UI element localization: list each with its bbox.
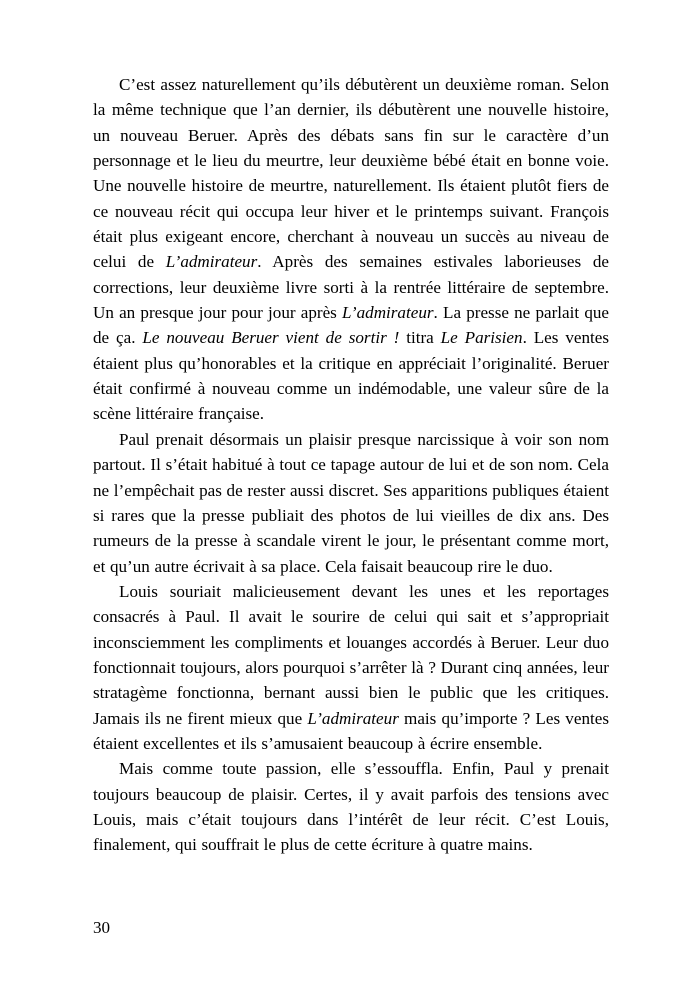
italic-title-run: Le nouveau Beruer vient de sortir ! bbox=[142, 328, 400, 348]
paragraph-1 bbox=[93, 72, 609, 427]
text-run: . Les ventes étaient plus qu’honorables et la critique en appréciait l’originalité. Beruer était confirmé à nouveau comme un indémodable, une valeur sûre de la scène littéraire française. bbox=[93, 328, 609, 424]
page-number: 30 bbox=[93, 918, 111, 937]
paragraph-4 bbox=[93, 756, 609, 857]
italic-title-run: L’admirateur bbox=[165, 252, 258, 272]
text-run: mais qu’importe ? Les ventes étaient excellentes et ils s’amusaient beaucoup à écrire ensemble. bbox=[93, 708, 609, 753]
italic-title-run: L’admirateur bbox=[342, 303, 434, 323]
paragraph-3 bbox=[93, 579, 609, 756]
text-run: . La presse ne parlait que de ça. bbox=[93, 303, 610, 348]
text-run: titra bbox=[399, 328, 441, 348]
text-run: Paul prenait désormais un plaisir presque narcissique à voir son nom partout. Il s’était habitué à tout ce tapage autour de lui et de son nom. Cela ne l’empêchait pas de rester aussi discret. Ses apparitions publiques étaient si rares que la presse publiait des photos de lui vieilles de dix ans. Des rumeurs de la presse à scandale virent le jour, le présentant comme mort, et qu’un autre écrivait à sa place. Cela faisait beaucoup rire le duo. bbox=[93, 429, 609, 576]
italic-title-run: L’admirateur bbox=[307, 708, 399, 728]
text-run: Mais comme toute passion, elle s’essouffla. Enfin, Paul y prenait toujours beaucoup de plaisir. Certes, il y avait parfois des tensions avec Louis, mais c’était toujours dans l’intérêt de leur récit. C’est Louis, finalement, qui souffrait le plus de cette écriture à quatre mains. bbox=[93, 759, 609, 855]
paragraph-2 bbox=[93, 427, 609, 579]
text-run: C’est assez naturellement qu’ils débutèrent un deuxième roman. Selon la même technique que l’an dernier, ils débutèrent une nouvelle histoire, un nouveau Beruer. Après des débats sans fin sur le caractère d’un personnage et le lieu du meurtre, leur deuxième bébé était en bonne voie. Une nouvelle histoire de meurtre, naturellement. Ils étaient plutôt fiers de ce nouveau récit qui occupa leur hiver et le printemps suivant. François était plus exigeant encore, cherchant à nouveau un succès au niveau de celui de bbox=[93, 75, 609, 272]
italic-title-run: Le Parisien bbox=[440, 328, 523, 348]
body-text-block bbox=[93, 72, 609, 858]
text-run: Louis souriait malicieusement devant les unes et les reportages consacrés à Paul. Il avait le sourire de celui qui sait et s’appropriait inconsciemment les compliments et louanges accordés à Beruer. Leur duo fonctionnait toujours, alors pourquoi s’arrêter là ? Durant cinq années, leur stratagème fonctionna, bernant aussi bien le public que les critiques. Jamais ils ne firent mieux que bbox=[93, 581, 609, 728]
text-run: . Après des semaines estivales laborieuses de corrections, leur deuxième livre sorti à la rentrée littéraire de septembre. Un an presque jour pour jour après bbox=[93, 252, 609, 323]
